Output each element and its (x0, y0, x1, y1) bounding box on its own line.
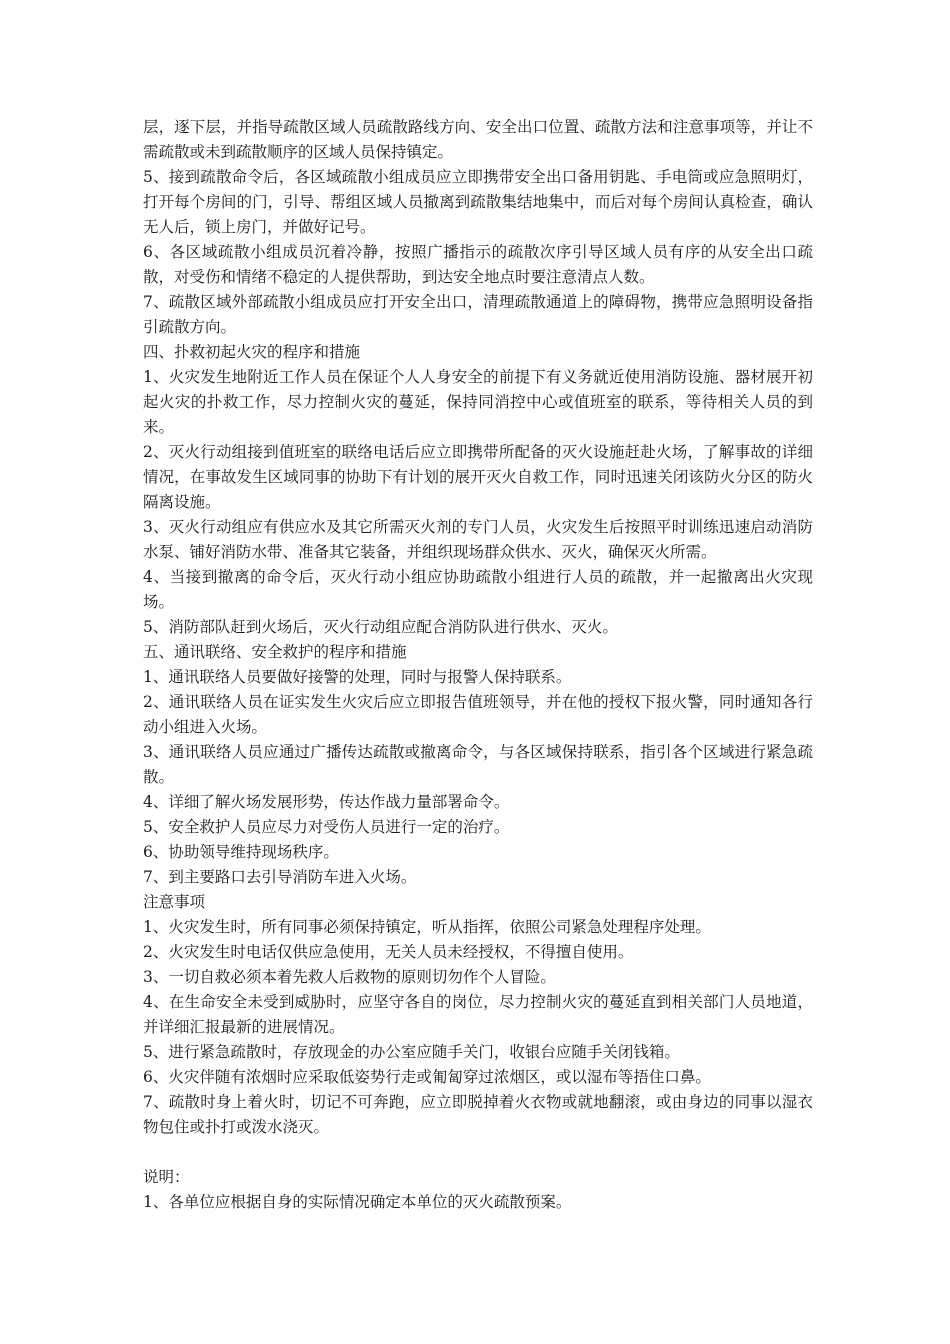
paragraph-note-5: 5、进行紧急疏散时，存放现金的办公室应随手关门，收银台应随手关闭钱箱。 (143, 1043, 680, 1061)
paragraph-comm-2: 2、通讯联络人员在证实发生火灾后应立即报告值班领导，并在他的授权下报火警，同时通知各行动小组进入火场。 (143, 693, 813, 736)
paragraph-note-2: 2、火灾发生时电话仅供应急使用，无关人员未经授权，不得擅自使用。 (143, 943, 634, 961)
section-heading-firefighting: 四、扑救初起火灾的程序和措施 (143, 343, 361, 361)
paragraph-note-4: 4、在生命安全未受到威胁时，应坚守各自的岗位，尽力控制火灾的蔓延直到相关部门人员地道，并详细汇报最新的进展情况。 (143, 993, 813, 1036)
paragraph-note-1: 1、火灾发生时，所有同事必须保持镇定，听从指挥，依照公司紧急处理程序处理。 (143, 918, 711, 936)
explanation-item-1: 1、各单位应根据自身的实际情况确定本单位的灭火疏散预案。 (143, 1193, 572, 1211)
section-heading-communication: 五、通讯联络、安全救护的程序和措施 (143, 643, 407, 661)
paragraph-fire-4: 4、当接到撤离的命令后，灭火行动小组应协助疏散小组进行人员的疏散，并一起撤离出火灾现场。 (143, 568, 813, 611)
paragraph-fire-2: 2、灭火行动组接到值班室的联络电话后应立即携带所配备的灭火设施赶赴火场，了解事故的详细情况，在事故发生区域同事的协助下有计划的展开灭火自救工作，同时迅速关闭该防火分区的防火隔离设施。 (143, 443, 813, 511)
section-heading-notes: 注意事项 (143, 893, 206, 911)
paragraph-fire-3: 3、灭火行动组应有供应水及其它所需灭火剂的专门人员，火灾发生后按照平时训练迅速启动消防水泵、铺好消防水带、准备其它装备，并组织现场群众供水、灭火，确保灭火所需。 (143, 518, 813, 561)
paragraph-evac-continued: 层，逐下层，并指导疏散区域人员疏散路线方向、安全出口位置、疏散方法和注意事项等，并让不需疏散或未到疏散顺序的区域人员保持镇定。 (143, 118, 813, 161)
paragraph-comm-4: 4、详细了解火场发展形势，传达作战力量部署命令。 (143, 793, 510, 811)
paragraph-evac-7: 7、疏散区域外部疏散小组成员应打开安全出口，清理疏散通道上的障碍物，携带应急照明设备指引疏散方向。 (143, 293, 813, 336)
paragraph-evac-5: 5、接到疏散命令后，各区域疏散小组成员应立即携带安全出口备用钥匙、手电筒或应急照明灯，打开每个房间的门，引导、帮组区域人员撤离到疏散集结地集中，而后对每个房间认真检查，确认无人后，锁上房门，并做好记号。 (143, 168, 813, 236)
explanation-heading: 说明： (143, 1168, 190, 1186)
paragraph-comm-6: 6、协助领导维持现场秩序。 (143, 843, 339, 861)
paragraph-fire-5: 5、消防部队赶到火场后，灭火行动组应配合消防队进行供水、灭火。 (143, 618, 618, 636)
document-body (143, 115, 813, 1215)
paragraph-comm-3: 3、通讯联络人员应通过广播传达疏散或撤离命令，与各区域保持联系，指引各个区域进行紧急疏散。 (143, 743, 813, 786)
paragraph-comm-7: 7、到主要路口去引导消防车进入火场。 (143, 868, 417, 886)
paragraph-evac-6: 6、各区域疏散小组成员沉着冷静，按照广播指示的疏散次序引导区域人员有序的从安全出口疏散，对受伤和情绪不稳定的人提供帮助，到达安全地点时要注意清点人数。 (143, 243, 813, 286)
paragraph-note-6: 6、火灾伴随有浓烟时应采取低姿势行走或匍匐穿过浓烟区，或以湿布等捂住口鼻。 (143, 1068, 711, 1086)
paragraph-fire-1: 1、火灾发生地附近工作人员在保证个人人身安全的前提下有义务就近使用消防设施、器材展开初起火灾的扑救工作，尽力控制火灾的蔓延，保持同消控中心或值班室的联系，等待相关人员的到来。 (143, 368, 813, 436)
paragraph-comm-5: 5、安全救护人员应尽力对受伤人员进行一定的治疗。 (143, 818, 510, 836)
paragraph-note-3: 3、一切自救必须本着先救人后救物的原则切勿作个人冒险。 (143, 968, 556, 986)
paragraph-note-7: 7、疏散时身上着火时，切记不可奔跑，应立即脱掉着火衣物或就地翻滚，或由身边的同事以湿衣物包住或扑打或泼水浇灭。 (143, 1093, 813, 1136)
paragraph-comm-1: 1、通讯联络人员要做好接警的处理，同时与报警人保持联系。 (143, 668, 572, 686)
blank-line (143, 1140, 813, 1165)
